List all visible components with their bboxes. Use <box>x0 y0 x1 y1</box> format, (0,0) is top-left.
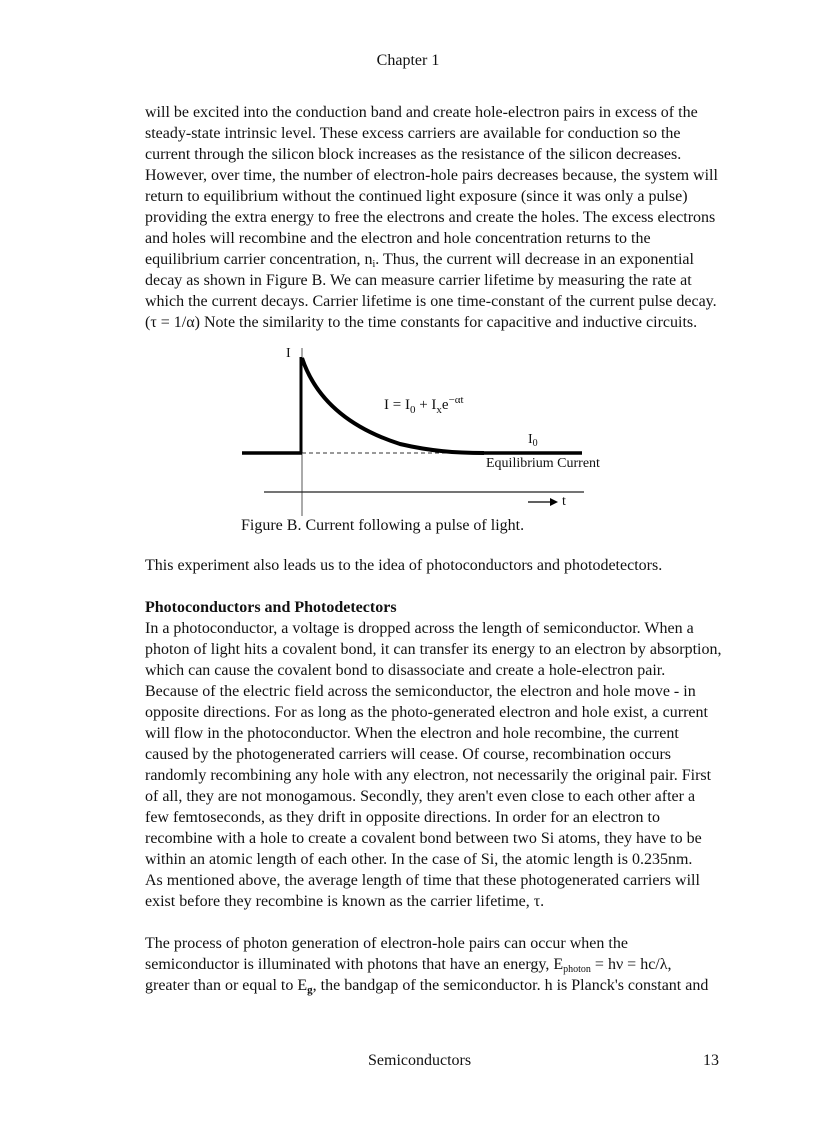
text-line: steady-state intrinsic level. These excess carriers are available for conduction so the <box>145 125 681 142</box>
text-line: caused by the photogenerated carriers will cease. Of course, recombination occurs <box>145 746 671 763</box>
text-line: providing the extra energy to free the electrons and create the holes. The excess electrons <box>145 209 716 226</box>
figure-b-current-decay <box>230 340 610 520</box>
eq-sub: 0 <box>409 404 416 416</box>
text-line: exist before they recombine is known as the carrier lifetime, τ. <box>145 893 545 910</box>
paragraph-carrier-excitation <box>145 102 725 333</box>
text-line: will be excited into the conduction band and create hole-electron pairs in excess of the <box>145 104 698 121</box>
text-line: within an atomic length of each other. In the case of Si, the atomic length is 0.235nm. <box>145 851 693 868</box>
section-heading: Photoconductors and Photodetectors <box>145 599 397 616</box>
eq-sub: x <box>436 404 442 416</box>
text-fragment: greater than or equal to E <box>145 977 308 994</box>
text-fragment: semiconductor is illuminated with photons that have an energy, E <box>145 956 564 973</box>
i0-letter: I <box>528 432 533 447</box>
text-line: which can cause the covalent bond to disassociate and create a hole-electron pair. <box>145 662 666 679</box>
y-axis-label: I <box>286 346 291 361</box>
text-line: photon of light hits a covalent bond, it can transfer its energy to an electron by absorption, <box>145 641 722 658</box>
subscript: g <box>307 984 313 996</box>
figure-caption: Figure B. Current following a pulse of light. <box>241 517 525 534</box>
i0-sub: 0 <box>532 438 538 449</box>
decay-equation <box>384 394 464 416</box>
section-photoconductors <box>145 597 725 912</box>
page-number: 13 <box>703 1052 719 1069</box>
text-line <box>145 249 725 270</box>
text-line <box>145 954 725 975</box>
text-line: In a photoconductor, a voltage is dropped across the length of semiconductor. When a <box>145 620 694 637</box>
text-line: Because of the electric field across the semiconductor, the electron and hole move - in <box>145 683 696 700</box>
text-fragment: equilibrium carrier concentration, n <box>145 251 373 268</box>
eq-part: e <box>441 397 449 413</box>
text-line: opposite directions. For as long as the photo-generated electron and hole exist, a current <box>145 704 708 721</box>
text-line: and holes will recombine and the electron and hole concentration returns to the <box>145 230 651 247</box>
time-arrow-head <box>550 498 558 506</box>
text-line: randomly recombining any hole with any electron, not necessarily the original pair. First <box>145 767 712 784</box>
text-line: current through the silicon block increases as the resistance of the silicon decreases. <box>145 146 682 163</box>
text-line: decay as shown in Figure B. We can measure carrier lifetime by measuring the rate at <box>145 272 692 289</box>
text-line: return to equilibrium without the continued light exposure (since it was only a pulse) <box>145 188 688 205</box>
subscript: photon <box>563 964 591 975</box>
text-fragment: , the bandgap of the semiconductor. h is Planck's constant and <box>312 977 709 994</box>
text-fragment: = hν = hc/λ, <box>590 956 672 973</box>
paragraph-photon-generation <box>145 933 725 996</box>
paragraph-intro-photodetectors <box>145 555 725 576</box>
text-line: This experiment also leads us to the idea of photoconductors and photodetectors. <box>145 557 663 574</box>
text-line: The process of photon generation of electron-hole pairs can occur when the <box>145 935 628 952</box>
decay-graph <box>230 340 610 520</box>
text-fragment: . Thus, the current will decrease in an exponential <box>375 251 694 268</box>
x-axis-label: t <box>562 494 566 509</box>
text-line: (τ = 1/α) Note the similarity to the time constants for capacitive and inductive circuits. <box>145 314 698 331</box>
text-line: of all, they are not monogamous. Secondly, they aren't even close to each other after a <box>145 788 696 805</box>
text-line: few femtoseconds, as they drift in opposite directions. In order for an electron to <box>145 809 660 826</box>
text-line: which the current decays. Carrier lifetime is one time-constant of the current pulse decay. <box>145 293 717 310</box>
i0-label <box>528 432 538 448</box>
text-line: As mentioned above, the average length of time that these photogenerated carriers will <box>145 872 700 889</box>
equilibrium-current-label: Equilibrium Current <box>486 456 600 471</box>
subscript: i <box>372 259 376 270</box>
text-line: However, over time, the number of electron-hole pairs decreases because, the system will <box>145 167 718 184</box>
footer-title: Semiconductors <box>368 1052 472 1069</box>
text-line: recombine with a hole to create a covalent bond between two Si atoms, they have to be <box>145 830 702 847</box>
page-header <box>0 50 816 71</box>
text-line: will flow in the photoconductor. When the electron and hole recombine, the current <box>145 725 679 742</box>
eq-exponent: −αt <box>448 394 464 406</box>
chapter-title: Chapter 1 <box>376 52 440 69</box>
eq-part: + I <box>415 397 437 413</box>
text-line <box>145 975 725 996</box>
eq-part: I = I <box>384 397 410 413</box>
